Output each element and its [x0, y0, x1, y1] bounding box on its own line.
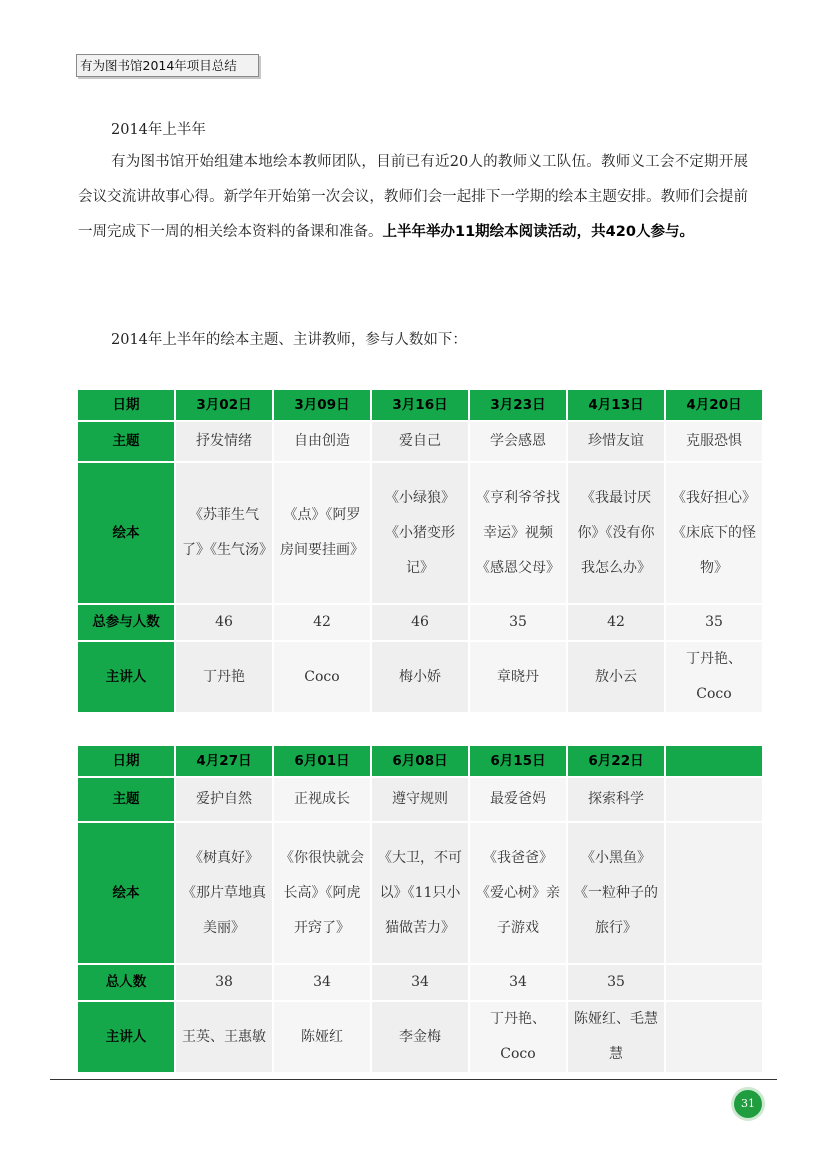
table-cell: 丁丹艳 [175, 641, 273, 713]
table-cell: Coco [273, 641, 371, 713]
table-cell: 《大卫，不可以》《11只小猫做苦力》 [371, 822, 469, 964]
table-header-row [77, 389, 763, 421]
table-cell: 《你很快就会长高》《阿虎开窍了》 [273, 822, 371, 964]
table-cell: 35 [469, 604, 567, 641]
row-label: 总人数 [77, 964, 175, 1001]
table-cell: 自由创造 [273, 421, 371, 462]
table-cell: 《树真好》《那片草地真美丽》 [175, 822, 273, 964]
body-text: 有为图书馆开始组建本地绘本教师团队，目前已有近20人的教师义工队伍。教师义工会不定期开展会议交流讲故事心得。新学年开始第一次会议，教师们会一起排下一学期的绘本主题安排。教师们会提前一周完成下一周的相关绘本资料的备课和准备。 [78, 154, 748, 240]
table-cell: 《小黑鱼》《一粒种子的旅行》 [567, 822, 665, 964]
table-row [77, 777, 763, 822]
table-cell: 最爱爸妈 [469, 777, 567, 822]
row-label: 主题 [77, 777, 175, 822]
table-cell: 《小绿狼》《小猪变形记》 [371, 462, 469, 604]
table-cell: 遵守规则 [371, 777, 469, 822]
footer-divider [50, 1079, 777, 1080]
table-cell: 46 [175, 604, 273, 641]
table-cell: 克服恐惧 [665, 421, 763, 462]
table-cell: 丁丹艳、Coco [665, 641, 763, 713]
row-label: 总参与人数 [77, 604, 175, 641]
table-row [77, 462, 763, 604]
header-cell: 6月08日 [371, 745, 469, 777]
table-cell: 《苏菲生气了》《生气汤》 [175, 462, 273, 604]
schedule-table-1 [76, 388, 764, 714]
table-intro: 2014年上半年的绘本主题、主讲教师，参与人数如下： [111, 332, 467, 348]
header-cell: 6月15日 [469, 745, 567, 777]
table-cell: 王英、王惠敏 [175, 1001, 273, 1073]
table-row [77, 1001, 763, 1073]
table-cell: 丁丹艳、Coco [469, 1001, 567, 1073]
header-cell: 4月27日 [175, 745, 273, 777]
table-cell: 46 [371, 604, 469, 641]
header-cell: 4月13日 [567, 389, 665, 421]
table-cell: 《我爸爸》《爱心树》亲子游戏 [469, 822, 567, 964]
table-cell: 敖小云 [567, 641, 665, 713]
row-label: 主讲人 [77, 641, 175, 713]
table-cell: 34 [469, 964, 567, 1001]
table-cell: 42 [273, 604, 371, 641]
row-label: 绘本 [77, 822, 175, 964]
table-header-row [77, 745, 763, 777]
table-row [77, 421, 763, 462]
table-cell: 探索科学 [567, 777, 665, 822]
body-highlight: 上半年举办11期绘本阅读活动，共420人参与。 [382, 224, 694, 240]
table-cell-empty [665, 964, 763, 1001]
body-paragraph [78, 145, 748, 250]
header-cell: 3月09日 [273, 389, 371, 421]
table-row [77, 641, 763, 713]
table-cell: 35 [567, 964, 665, 1001]
schedule-table-2 [76, 744, 764, 1074]
header-cell: 4月20日 [665, 389, 763, 421]
table-cell: 《我好担心》《床底下的怪物》 [665, 462, 763, 604]
table-row [77, 604, 763, 641]
table-cell: 爱护自然 [175, 777, 273, 822]
table-cell-empty [665, 1001, 763, 1073]
header-cell: 日期 [77, 389, 175, 421]
page-number-badge: 31 [731, 1087, 765, 1121]
table-cell: 42 [567, 604, 665, 641]
header-cell: 6月01日 [273, 745, 371, 777]
header-cell: 3月02日 [175, 389, 273, 421]
table-cell: 珍惜友谊 [567, 421, 665, 462]
table-cell: 《亨利爷爷找幸运》视频《感恩父母》 [469, 462, 567, 604]
row-label: 绘本 [77, 462, 175, 604]
header-cell: 6月22日 [567, 745, 665, 777]
header-cell: 3月16日 [371, 389, 469, 421]
table-cell-empty [665, 777, 763, 822]
table-cell: 章晓丹 [469, 641, 567, 713]
table-cell: 《我最讨厌你》《没有你我怎么办》 [567, 462, 665, 604]
table-cell: 学会感恩 [469, 421, 567, 462]
table-cell: 爱自己 [371, 421, 469, 462]
table-row [77, 964, 763, 1001]
header-cell [665, 745, 763, 777]
row-label: 主讲人 [77, 1001, 175, 1073]
table-cell: 35 [665, 604, 763, 641]
table-cell: 《点》《阿罗房间要挂画》 [273, 462, 371, 604]
table-cell: 陈娅红 [273, 1001, 371, 1073]
table-cell-empty [665, 822, 763, 964]
header-cell: 3月23日 [469, 389, 567, 421]
table-cell: 李金梅 [371, 1001, 469, 1073]
header-cell: 日期 [77, 745, 175, 777]
table-row [77, 822, 763, 964]
section-heading: 2014年上半年 [111, 122, 206, 138]
table-cell: 38 [175, 964, 273, 1001]
table-cell: 梅小娇 [371, 641, 469, 713]
table-cell: 34 [273, 964, 371, 1001]
row-label: 主题 [77, 421, 175, 462]
table-cell: 陈娅红、毛慧慧 [567, 1001, 665, 1073]
table-cell: 34 [371, 964, 469, 1001]
table-cell: 抒发情绪 [175, 421, 273, 462]
table-cell: 正视成长 [273, 777, 371, 822]
document-header-title: 有为图书馆2014年项目总结 [76, 54, 259, 77]
